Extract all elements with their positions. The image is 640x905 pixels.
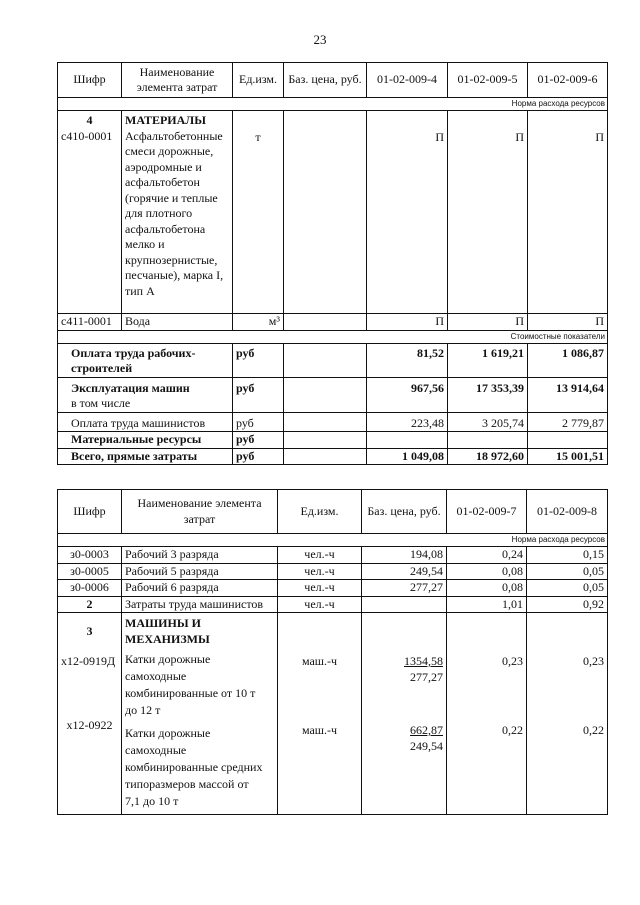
machine-code: х12-0922 — [66, 717, 113, 732]
value-cell: П — [448, 314, 528, 331]
cost-value — [528, 432, 608, 449]
section-value: 0,92 — [527, 596, 608, 613]
machine-name-line: комбинированные средних — [125, 760, 263, 774]
section-number: 3 — [86, 624, 93, 638]
materials-table — [57, 62, 608, 465]
worker-unit: чел.-ч — [278, 580, 362, 597]
header-col-2: 01-02-009-8 — [527, 490, 608, 534]
worker-name: Рабочий 5 разряда — [122, 563, 278, 580]
material-name-line: крупнозернистые, — [125, 252, 218, 267]
name-cell — [122, 111, 233, 314]
header-code: Шифр — [58, 490, 122, 534]
worker-unit: чел.-ч — [278, 547, 362, 564]
cost-name-line: Оплата труда рабочих- — [71, 345, 196, 360]
norm-label: Норма расхода ресурсов — [58, 534, 608, 547]
price-cell — [284, 343, 367, 377]
cost-value: 967,56 — [367, 377, 448, 412]
material-row-1 — [58, 111, 608, 314]
material-name-line: (горячие и теплые — [125, 190, 218, 205]
table-header-row — [58, 63, 608, 98]
cost-value: 3 205,74 — [448, 412, 528, 432]
price-cell — [284, 432, 367, 449]
cost-row — [58, 377, 608, 412]
cost-value: 1 049,08 — [367, 448, 448, 465]
cost-row-total — [58, 448, 608, 465]
section-name: Затраты труда машинистов — [122, 596, 278, 613]
worker-code: з0-0005 — [58, 563, 122, 580]
value-cell: П — [528, 314, 608, 331]
material-name-line: аэродромные и — [125, 159, 202, 174]
cost-unit: руб — [233, 448, 284, 465]
price-cell — [362, 596, 447, 613]
machine-name-line: Катки дорожные — [125, 726, 211, 740]
code-cell — [58, 613, 122, 815]
price-cell — [362, 613, 447, 815]
material-name-line: тип А — [125, 283, 155, 298]
machine-price: 1354,58 — [404, 654, 443, 668]
machine-value: 0,22 — [502, 722, 523, 737]
section-number: 4 — [86, 113, 93, 127]
material-name-line: асфальтобетона — [125, 221, 206, 236]
header-code: Шифр — [58, 63, 122, 98]
cost-value: 1 086,87 — [528, 343, 608, 377]
operators-labor-row — [58, 596, 608, 613]
machine-name-line: 7,1 до 10 т — [125, 794, 179, 808]
header-col-1: 01-02-009-7 — [447, 490, 527, 534]
norm-label-row — [58, 534, 608, 547]
worker-value: 0,05 — [527, 580, 608, 597]
worker-code: з0-0003 — [58, 547, 122, 564]
value-cell — [527, 613, 608, 815]
worker-name: Рабочий 6 разряда — [122, 580, 278, 597]
material-name-line: Асфальтобетонные — [125, 128, 223, 143]
worker-unit: чел.-ч — [278, 563, 362, 580]
machine-operator-price: 277,27 — [410, 669, 443, 684]
header-name: Наименование элемента затрат — [122, 490, 278, 534]
value-cell — [447, 613, 527, 815]
header-price: Баз. цена, руб. — [362, 490, 447, 534]
norm-label-row — [58, 98, 608, 111]
worker-name: Рабочий 3 разряда — [122, 547, 278, 564]
header-col-3: 01-02-009-6 — [528, 63, 608, 98]
header-name: Наименование элемента затрат — [122, 63, 233, 98]
cost-row — [58, 343, 608, 377]
machine-name-line: Катки дорожные — [125, 652, 211, 666]
material-name-line: мелко и — [125, 237, 165, 251]
machine-name-line: самоходные — [125, 669, 187, 683]
code-cell — [58, 111, 122, 314]
material-code: с410-0001 — [61, 128, 113, 143]
worker-row — [58, 563, 608, 580]
section-unit: чел.-ч — [278, 596, 362, 613]
price-cell — [284, 412, 367, 432]
header-unit: Ед.изм. — [233, 63, 284, 98]
section-title-line: МАШИНЫ И — [125, 616, 201, 630]
header-unit: Ед.изм. — [278, 490, 362, 534]
machine-value: 0,23 — [583, 654, 604, 668]
machines-section-row — [58, 613, 608, 815]
cost-unit: руб — [233, 377, 284, 412]
unit-cell: м³ — [233, 314, 284, 331]
machine-value: 0,23 — [502, 654, 523, 668]
worker-price: 277,27 — [362, 580, 447, 597]
cost-row — [58, 412, 608, 432]
worker-value: 0,05 — [527, 563, 608, 580]
header-col-1: 01-02-009-4 — [367, 63, 448, 98]
material-row-2 — [58, 314, 608, 331]
page-number: 23 — [313, 32, 327, 47]
material-name: Вода — [122, 314, 233, 331]
material-name-line: песчаные), марка I, — [125, 268, 224, 282]
header-price: Баз. цена, руб. — [284, 63, 367, 98]
cost-value: 81,52 — [367, 343, 448, 377]
price-cell — [284, 448, 367, 465]
cost-value: 2 779,87 — [528, 412, 608, 432]
machine-code: х12-0919Д — [61, 654, 116, 668]
cost-value: 13 914,64 — [528, 377, 608, 412]
value-cell: П — [367, 111, 448, 314]
machine-operator-price: 249,54 — [410, 738, 443, 753]
machine-name-line: самоходные — [125, 743, 187, 757]
cost-label-row — [58, 330, 608, 343]
section-number: 2 — [58, 596, 122, 613]
worker-row — [58, 580, 608, 597]
cost-unit: руб — [233, 432, 284, 449]
cost-value: 17 353,39 — [448, 377, 528, 412]
value-cell: П — [528, 111, 608, 314]
cost-unit: руб — [233, 343, 284, 377]
worker-code: з0-0006 — [58, 580, 122, 597]
worker-row — [58, 547, 608, 564]
price-cell — [284, 111, 367, 314]
material-name-line: асфальтобетон — [125, 175, 200, 189]
table-header-row — [58, 490, 608, 534]
machine-name-line: до 12 т — [125, 703, 161, 717]
cost-value — [367, 432, 448, 449]
section-title: МАТЕРИАЛЫ — [125, 113, 206, 127]
cost-value — [448, 432, 528, 449]
machine-price: 662,87 — [410, 723, 443, 737]
machine-unit: маш.-ч — [301, 722, 338, 737]
worker-value: 0,15 — [527, 547, 608, 564]
machine-name-line: комбинированные от 10 т — [125, 686, 256, 700]
material-name-line: для плотного — [125, 206, 193, 220]
worker-price: 194,08 — [362, 547, 447, 564]
price-cell — [284, 314, 367, 331]
unit-cell — [278, 613, 362, 815]
cost-unit: руб — [233, 412, 284, 432]
price-cell — [284, 377, 367, 412]
cost-row — [58, 432, 608, 449]
cost-value: 18 972,60 — [448, 448, 528, 465]
cost-label: Стоимостные показатели — [58, 330, 608, 343]
machine-name-line: типоразмеров массой от — [125, 777, 249, 791]
value-cell: П — [448, 111, 528, 314]
name-cell — [122, 613, 278, 815]
material-name-line: смеси дорожные, — [125, 144, 214, 158]
cost-name-line: Эксплуатация машин — [71, 380, 190, 395]
cost-value: 15 001,51 — [528, 448, 608, 465]
header-col-2: 01-02-009-5 — [448, 63, 528, 98]
machines-table — [57, 489, 608, 815]
worker-value: 0,08 — [447, 580, 527, 597]
worker-price: 249,54 — [362, 563, 447, 580]
cost-value: 1 619,21 — [448, 343, 528, 377]
machine-value: 0,22 — [583, 722, 604, 737]
cost-name-line: строителей — [71, 361, 133, 375]
material-code: с411-0001 — [58, 314, 122, 331]
cost-sub-label: в том числе — [71, 396, 131, 410]
cost-name: Всего, прямые затраты — [58, 448, 233, 465]
machine-unit: маш.-ч — [301, 654, 338, 668]
cost-name — [58, 343, 233, 377]
section-title-line: МЕХАНИЗМЫ — [125, 631, 210, 646]
cost-name — [58, 377, 233, 412]
worker-value: 0,08 — [447, 563, 527, 580]
norm-label: Норма расхода ресурсов — [58, 98, 608, 111]
value-cell: П — [367, 314, 448, 331]
cost-value: 223,48 — [367, 412, 448, 432]
worker-value: 0,24 — [447, 547, 527, 564]
section-value: 1,01 — [447, 596, 527, 613]
cost-name: Оплата труда машинистов — [58, 412, 233, 432]
unit-cell: т — [233, 111, 284, 314]
cost-name: Материальные ресурсы — [58, 432, 233, 449]
